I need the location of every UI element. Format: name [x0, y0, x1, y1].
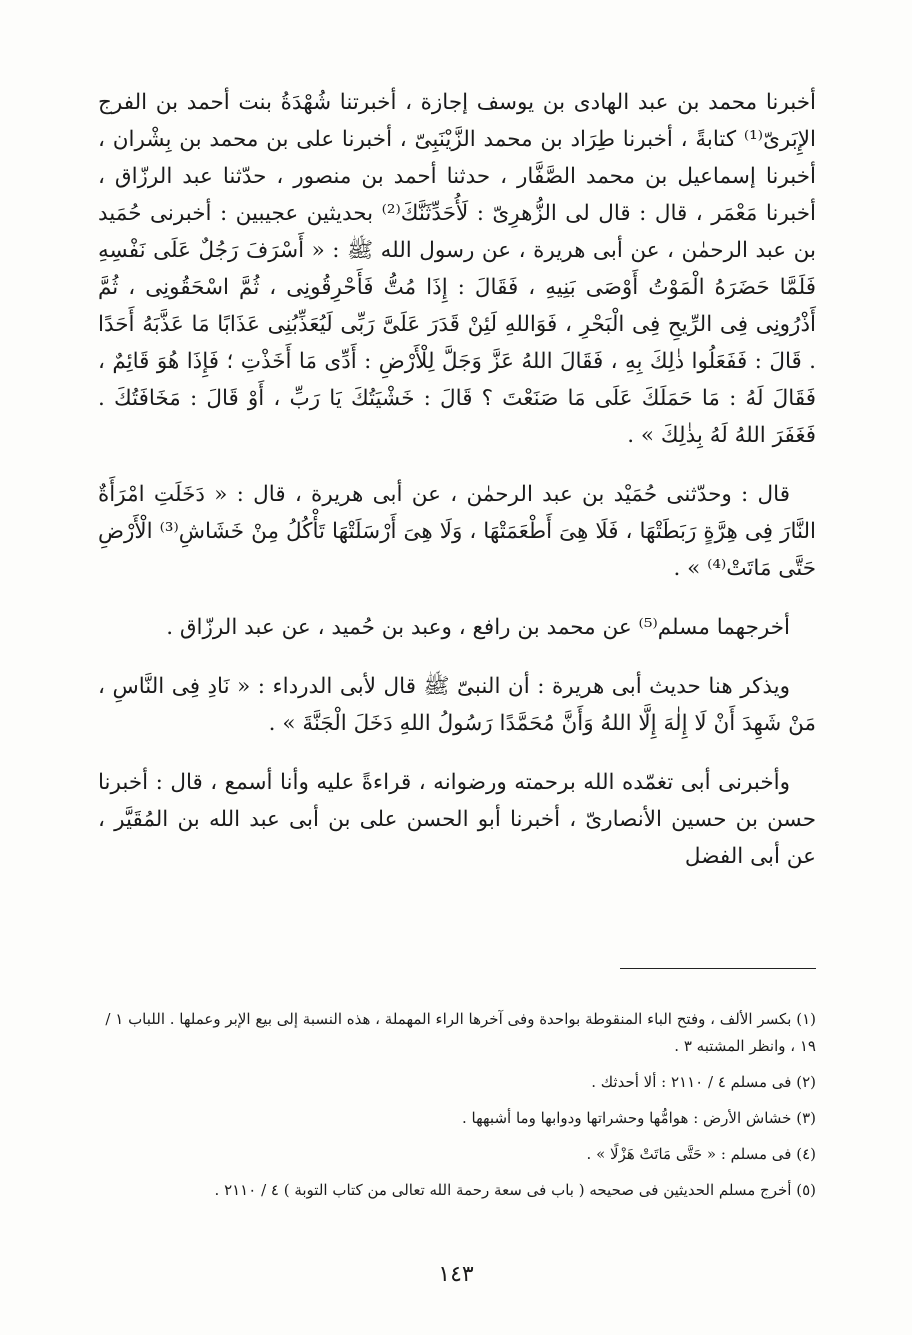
footnote-2: (٢) فى مسلم ٤ / ٢١١٠ : ألا أحدثك . — [591, 1073, 816, 1091]
footnote-5: (٥) أخرج مسلم الحديثين فى صحيحه ( باب فى سعة رحمة الله تعالى من كتاب التوبة ) ٤ / ٢١١٠ . — [214, 1181, 816, 1199]
paragraph-3: أخرجهما مسلم⁽⁵⁾ عن محمد بن رافع ، وعبد بن حُميد ، عن عبد الرزّاق . — [166, 615, 790, 640]
footnotes — [98, 1006, 816, 1213]
main-text — [98, 84, 816, 875]
paragraph-2: قال : وحدّثنى حُمَيْد بن عبد الرحمٰن ، عن أبى هريرة ، قال : « دَخَلَتِ امْرَأَةٌ النَّارَ فِى هِرَّةٍ رَبَطَتْهَا ، فَلَا هِىَ أَطْعَمَتْهَا ، وَلَا هِىَ أَرْسَلَتْهَا تَأْكُلُ مِنْ خَشَاشِ⁽³⁾ الْأَرْضِ حَتَّى مَاتَتْ⁽⁴⁾ » . — [98, 482, 817, 581]
paragraph-1: أخبرنا محمد بن عبد الهادى بن يوسف إجازة ، أخبرتنا شُهْدَةُ بنت أحمد بن الفرج الإِبَرىّ⁽¹⁾ كتابةً ، أخبرنا طِرَاد بن محمد الزَّيْنَبِىّ ، أخبرنا على بن محمد بن بِشْران ، أخبرنا إسماعيل بن محمد الصَّفَّار ، حدثنا أحمد بن منصور ، حدّثنا عبد الرزّاق ، أخبرنا مَعْمَر ، قال : قال لى الزُّهرِىّ : لَأُحَدِّثَنَّكَ⁽²⁾ بحديثين عجيبين : أخبرنى حُمَيد بن عبد الرحمٰن ، عن أبى هريرة ، عن رسول الله ﷺ : « أَسْرَفَ رَجُلٌ عَلَى نَفْسِهِ فَلَمَّا حَضَرَهُ الْمَوْتُ أَوْصَى بَنِيهِ ، فَقَالَ : إِذَا مُتُّ فَأَحْرِقُونِى ، ثُمَّ اسْحَقُونِى ، ثُمَّ أَذْرُونِى فِى الرِّيحِ فِى الْبَحْرِ ، فَوَاللهِ لَئِنْ قَدَرَ عَلَىَّ رَبِّى لَيُعَذِّبُنِى عَذَابًا مَا عَذَّبَهُ أَحَدًا . قَالَ : فَفَعَلُوا ذٰلِكَ بِهِ ، فَقَالَ اللهُ عَزَّ وَجَلَّ لِلْأَرْضِ : أَدِّى مَا أَخَذْتِ ؛ فَإِذَا هُوَ قَائِمٌ ، فَقَالَ لَهُ : مَا حَمَلَكَ عَلَى مَا صَنَعْتَ ؟ قَالَ : خَشْيَتُكَ يَا رَبِّ ، أَوْ قَالَ : مَخَافَتُكَ . فَغَفَرَ اللهُ لَهُ بِذٰلِكَ » . — [98, 90, 817, 448]
paragraph-4: ويذكر هنا حديث أبى هريرة : أن النبىّ ﷺ قال لأبى الدرداء : « نَادِ فِى النَّاسِ ، مَنْ شَهِدَ أَنْ لَا إِلٰهَ إِلَّا اللهُ وَأَنَّ مُحَمَّدًا رَسُولُ اللهِ دَخَلَ الْجَنَّةَ » . — [98, 674, 816, 736]
footnote-4: (٤) فى مسلم : « حَتَّى مَاتَتْ هَزْلًا » . — [586, 1145, 816, 1163]
footnote-3: (٣) خشاش الأرض : هوامُّها وحشراتها ودوابها وما أشبهها . — [462, 1109, 816, 1127]
footnote-1: (١) بكسر الألف ، وفتح الباء المنقوطة بواحدة وفى آخرها الراء المهملة ، هذه النسبة إلى بيع الإبر وعملها . اللباب ١ / ١٩ ، وانظر المشتبه ٣ . — [105, 1010, 816, 1055]
paragraph-5: وأخبرنى أبى تغمّده الله برحمته ورضوانه ، قراءةً عليه وأنا أسمع ، قال : أخبرنا حسن بن حسين الأنصارىّ ، أخبرنا أبو الحسن على بن أبى عبد الله بن المُقَيَّر ، عن أبى الفضل — [98, 770, 816, 869]
page-number: ١٤٣ — [438, 1262, 474, 1287]
footnote-separator — [620, 968, 816, 969]
